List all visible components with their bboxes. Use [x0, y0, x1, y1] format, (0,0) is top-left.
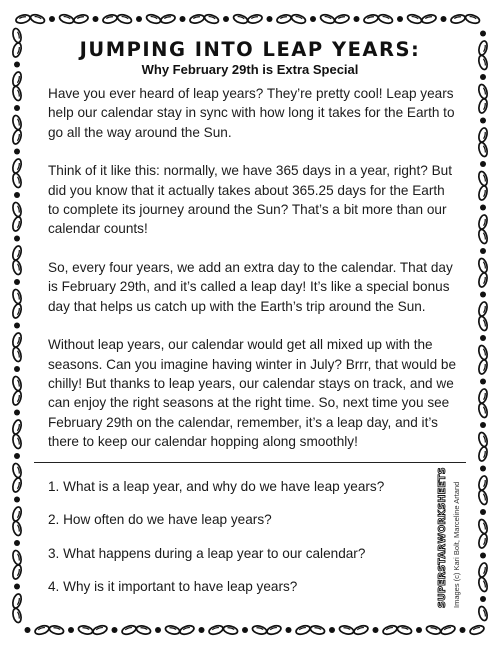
dot-border-icon — [199, 627, 205, 633]
bean-border-icon — [136, 625, 152, 636]
question-item: 2. How often do we have leap years? — [48, 512, 272, 528]
dot-border-icon — [68, 627, 74, 633]
bean-border-icon — [11, 42, 22, 58]
bean-border-icon — [477, 403, 488, 419]
bean-border-icon — [478, 446, 489, 462]
bean-border-icon — [160, 14, 176, 25]
bean-border-icon — [145, 13, 161, 25]
bean-border-icon — [102, 14, 118, 25]
bean-border-icon — [363, 14, 379, 25]
dot-border-icon — [441, 16, 447, 22]
dot-border-icon — [14, 279, 20, 285]
bean-border-icon — [12, 115, 23, 131]
reading-passage — [48, 84, 458, 471]
bean-border-icon — [478, 98, 489, 114]
question-item: 1. What is a leap year, and why do we have leap years? — [48, 479, 385, 494]
bean-border-icon — [29, 13, 45, 25]
dot-border-icon — [14, 366, 20, 372]
bean-border-icon — [276, 14, 292, 25]
bean-border-icon — [179, 624, 195, 636]
bean-border-icon — [11, 71, 22, 87]
bean-border-icon — [477, 432, 488, 448]
bean-border-icon — [11, 216, 22, 232]
dot-border-icon — [480, 509, 486, 515]
bean-border-icon — [11, 506, 22, 522]
bean-border-icon — [477, 490, 488, 506]
bean-border-icon — [478, 475, 489, 491]
bean-border-icon — [73, 14, 89, 25]
bean-border-icon — [477, 606, 488, 622]
bean-border-icon — [377, 13, 393, 25]
bean-border-icon — [477, 345, 488, 361]
bean-border-icon — [478, 359, 489, 375]
bean-border-icon — [232, 13, 248, 25]
question-item: 4. Why is it important to have leap years? — [48, 578, 298, 594]
bean-border-icon — [11, 158, 22, 174]
section-divider — [34, 462, 466, 463]
bean-border-icon — [208, 624, 224, 636]
dot-border-icon — [480, 248, 486, 254]
bean-border-icon — [15, 14, 31, 25]
bean-border-icon — [11, 593, 22, 609]
bean-border-icon — [34, 624, 50, 636]
bean-border-icon — [421, 14, 437, 25]
bean-border-icon — [319, 13, 335, 25]
bean-border-icon — [189, 14, 205, 25]
bean-border-icon — [478, 301, 489, 317]
dot-border-icon — [136, 16, 142, 22]
bean-border-icon — [440, 624, 456, 636]
bean-border-icon — [223, 625, 239, 636]
bean-border-icon — [247, 14, 263, 25]
dot-border-icon — [480, 118, 486, 124]
dot-border-icon — [480, 553, 486, 559]
dot-border-icon — [329, 627, 335, 633]
dot-border-icon — [397, 16, 403, 22]
dot-border-icon — [14, 540, 20, 546]
dot-border-icon — [14, 584, 20, 590]
bean-border-icon — [478, 533, 489, 549]
bean-border-icon — [426, 625, 442, 636]
bean-border-icon — [12, 608, 23, 624]
bean-border-icon — [339, 625, 355, 636]
dot-border-icon — [180, 16, 186, 22]
dot-border-icon — [14, 236, 20, 242]
dot-border-icon — [14, 149, 20, 155]
bean-border-icon — [478, 40, 489, 56]
bean-border-icon — [12, 202, 23, 218]
bean-border-icon — [478, 127, 489, 143]
bean-border-icon — [203, 13, 219, 25]
worksheet-subtitle: Why February 29th is Extra Special — [141, 62, 359, 77]
dot-border-icon — [480, 292, 486, 298]
dot-border-icon — [93, 16, 99, 22]
dot-border-icon — [480, 205, 486, 211]
passage-paragraph: So, every four years, we add an extra day to the calendar. That day is February 29th, and it’s called a leap day! It’s like a special bonus day that helps us catch up with the Earth’s trip around the Sun. — [48, 260, 453, 314]
dot-border-icon — [480, 422, 486, 428]
dot-border-icon — [14, 192, 20, 198]
bean-border-icon — [12, 289, 23, 305]
dot-border-icon — [14, 105, 20, 111]
dot-border-icon — [49, 16, 55, 22]
bean-border-icon — [353, 624, 369, 636]
passage-paragraph: Without leap years, our calendar would get all mixed up with the seasons. Can you imagine having winter in July? Brrr, that would be chilly! But thanks to leap years, our calendar stays on track, and we can enjoy the right seasons at the right time. So, next time you see February 29th on the calendar, remember, it’s a leap day, and it’s there to keep our calendar hopping along smoothly! — [48, 337, 457, 449]
bean-border-icon — [12, 434, 23, 450]
bean-border-icon — [49, 625, 65, 636]
bean-border-icon — [121, 624, 137, 636]
bean-border-icon — [382, 624, 398, 636]
bean-border-icon — [450, 14, 466, 25]
image-credit — [452, 470, 461, 608]
bean-border-icon — [58, 13, 74, 25]
bean-border-icon — [406, 13, 422, 25]
bean-border-icon — [397, 625, 413, 636]
bean-border-icon — [469, 624, 485, 636]
dot-border-icon — [480, 379, 486, 385]
brand-logo-text: SUPERSTARWORKSHEETS — [437, 467, 448, 608]
dot-border-icon — [310, 16, 316, 22]
dot-border-icon — [25, 627, 31, 633]
dot-border-icon — [480, 335, 486, 341]
bean-border-icon — [478, 214, 489, 230]
dot-border-icon — [480, 161, 486, 167]
bean-border-icon — [290, 13, 306, 25]
bean-border-icon — [12, 86, 23, 102]
bean-border-icon — [12, 173, 23, 189]
dot-border-icon — [14, 497, 20, 503]
bean-border-icon — [92, 624, 108, 636]
dot-border-icon — [480, 74, 486, 80]
dot-border-icon — [155, 627, 161, 633]
bean-border-icon — [310, 625, 326, 636]
bean-border-icon — [478, 272, 489, 288]
bean-border-icon — [11, 419, 22, 435]
dot-border-icon — [14, 62, 20, 68]
dot-border-icon — [460, 627, 466, 633]
bean-border-icon — [477, 316, 488, 332]
bean-border-icon — [12, 347, 23, 363]
dot-border-icon — [480, 466, 486, 472]
bean-border-icon — [11, 564, 22, 580]
dot-border-icon — [242, 627, 248, 633]
dot-border-icon — [480, 31, 486, 37]
dot-border-icon — [354, 16, 360, 22]
bean-border-icon — [11, 477, 22, 493]
bean-border-icon — [295, 624, 311, 636]
bean-border-icon — [11, 245, 22, 261]
bean-border-icon — [477, 229, 488, 245]
dot-border-icon — [223, 16, 229, 22]
bean-border-icon — [78, 625, 94, 636]
bean-border-icon — [464, 13, 480, 25]
bean-border-icon — [116, 13, 132, 25]
bean-border-icon — [477, 171, 488, 187]
dot-border-icon — [286, 627, 292, 633]
dot-border-icon — [14, 323, 20, 329]
bean-border-icon — [478, 388, 489, 404]
bean-border-icon — [252, 625, 268, 636]
bean-border-icon — [477, 519, 488, 535]
dot-border-icon — [14, 453, 20, 459]
bean-border-icon — [11, 332, 22, 348]
dot-border-icon — [480, 596, 486, 602]
bean-border-icon — [477, 55, 488, 71]
bean-border-icon — [334, 14, 350, 25]
bean-border-icon — [12, 260, 23, 276]
bean-border-icon — [477, 84, 488, 100]
bean-border-icon — [12, 521, 23, 537]
bean-border-icon — [12, 463, 23, 479]
dot-border-icon — [267, 16, 273, 22]
dot-border-icon — [14, 410, 20, 416]
bean-border-icon — [165, 625, 181, 636]
bean-border-icon — [12, 28, 23, 44]
bean-border-icon — [11, 129, 22, 145]
bean-border-icon — [477, 577, 488, 593]
question-list — [48, 477, 448, 610]
question-item: 3. What happens during a leap year to our calendar? — [48, 545, 366, 561]
dot-border-icon — [373, 627, 379, 633]
dot-border-icon — [112, 627, 118, 633]
brand-logo — [437, 467, 448, 608]
passage-paragraph: Have you ever heard of leap years? They’re pretty cool! Leap years help our calendar stay in sync with how long it takes for the Earth to go all the way around the Sun. — [48, 86, 455, 140]
image-credit-text: Images (c) Kari Bolt, Marceline Artand — [452, 481, 461, 608]
dot-border-icon — [416, 627, 422, 633]
bean-border-icon — [12, 550, 23, 566]
bean-border-icon — [478, 185, 489, 201]
bean-border-icon — [477, 142, 488, 158]
bean-border-icon — [478, 562, 489, 578]
worksheet-title: JUMPING INTO LEAP YEARS: — [79, 38, 421, 61]
bean-border-icon — [477, 258, 488, 274]
passage-paragraph: Think of it like this: normally, we have 365 days in a year, right? But did you know that it actually takes about 365.25 days for the Earth to complete its journey around the Sun? That’s a bit more than our calendar counts! — [48, 163, 452, 237]
bean-border-icon — [266, 624, 282, 636]
bean-border-icon — [11, 390, 22, 406]
bean-border-icon — [11, 303, 22, 319]
bean-border-icon — [12, 376, 23, 392]
